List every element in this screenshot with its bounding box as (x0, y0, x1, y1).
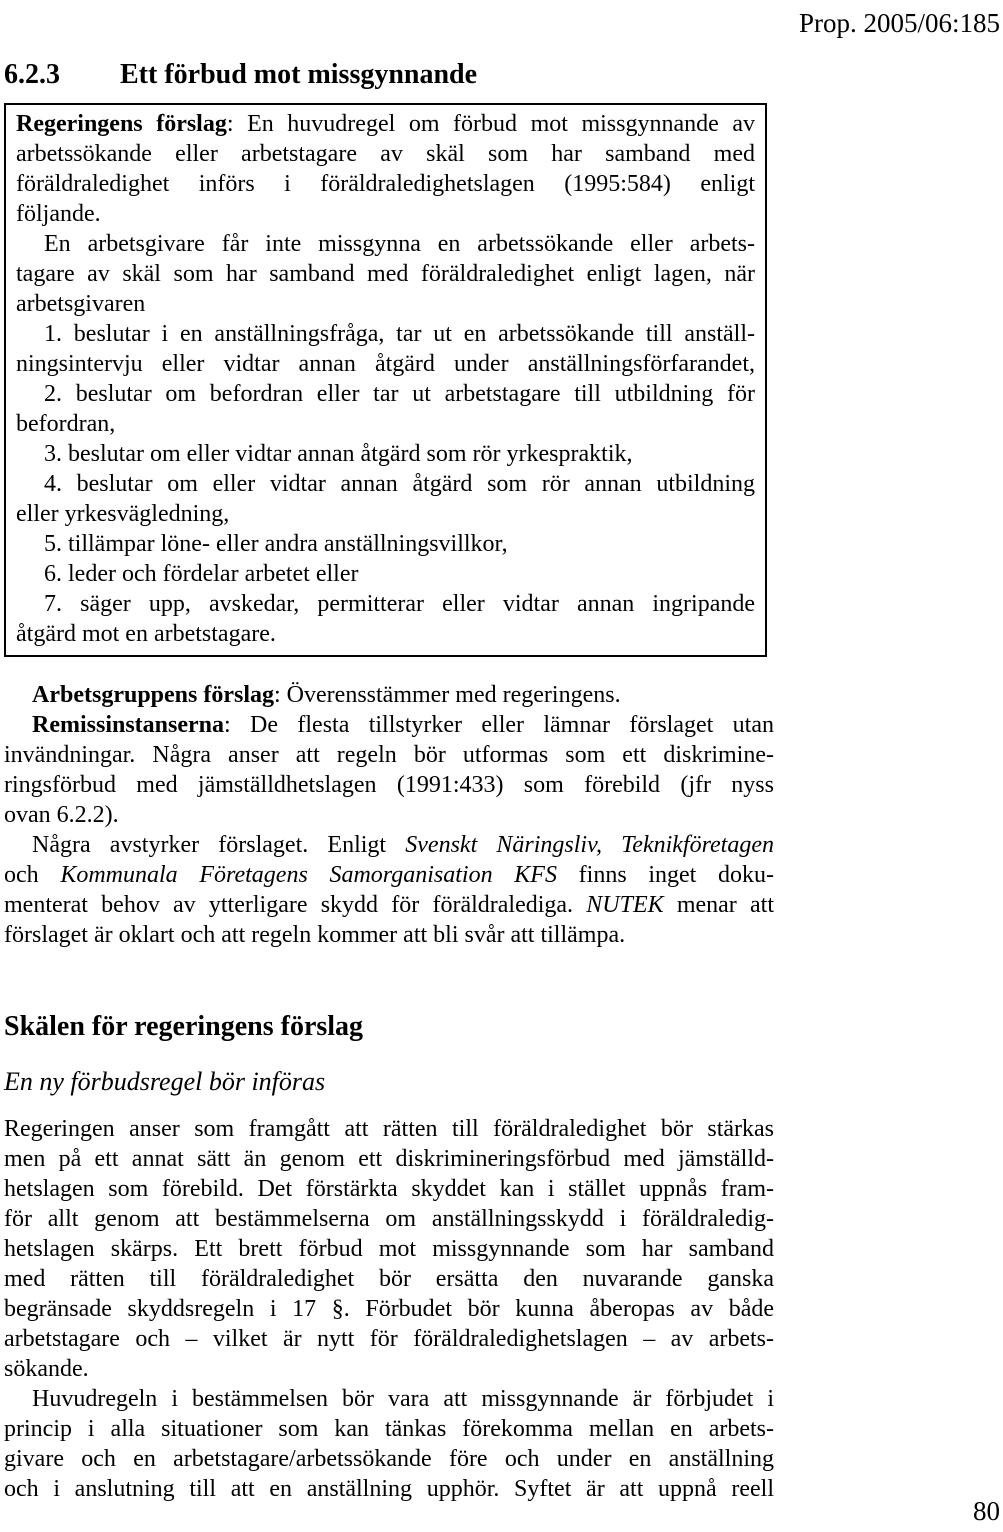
body-line: för allt genom att bestämmelserna om anställningsskydd i föräldraledig- (4, 1206, 774, 1232)
body-line: Regeringen anser som framgått att rätten till föräldraledighet bör stärkas (4, 1116, 774, 1142)
organisation-name: Kommunala Företagens Samorganisation KFS (60, 862, 557, 888)
body-line: begränsade skyddsregeln i 17 §. Förbudet bör kunna åberopas av både (4, 1296, 774, 1322)
box-line: tagare av skäl som har samband med föräldraledighet enligt lagen, när (16, 261, 755, 287)
organisation-name: NUTEK (586, 892, 664, 918)
consultation-section (4, 680, 774, 950)
remiss-line (4, 710, 774, 740)
reasons-body (4, 1114, 774, 1504)
box-list-item-1: 1. beslutar i en anställningsfråga, tar ut en arbetssökande till anställ- (44, 321, 755, 347)
document-reference: Prop. 2005/06:185 (798, 8, 1000, 38)
remiss-line: ovan 6.2.2). (4, 802, 119, 828)
box-line: En arbetsgivare får inte missgynna en arbetssökande eller arbets- (44, 231, 755, 257)
body-line: hetslagen skärps. Ett brett förbud mot missgynnande som har samband (4, 1236, 774, 1262)
remiss-line: ringsförbud med jämställdhetslagen (1991:433) som förebild (jfr nyss (4, 772, 774, 798)
objection-line: och Kommunala Företagens Samorganisation KFS finns inget doku- (4, 862, 775, 888)
remiss-line: invändningar. Några anser att regeln bör utformas som ett diskrimine- (4, 742, 774, 768)
box-line: befordran, (16, 411, 116, 437)
box-line: ningsintervju eller vidtar annan åtgärd under anställningsförfarandet, (16, 351, 755, 377)
box-line: eller yrkesvägledning, (16, 501, 230, 527)
body-line: med rätten till föräldraledighet bör ersätta den nuvarande ganska (4, 1266, 774, 1292)
proposal-lead-label: Regeringens förslag (16, 111, 227, 137)
box-line-text: : En huvudregel om förbud mot missgynnande av (226, 111, 755, 137)
objection-line: menterat behov av ytterligare skydd för föräldralediga. NUTEK menar att (4, 892, 774, 918)
reasons-heading: Skälen för regeringens förslag (4, 1011, 364, 1042)
section-number: 6.2.3 (4, 59, 60, 90)
section-heading (4, 58, 774, 92)
box-line (16, 109, 755, 139)
reasons-subheading: En ny förbudsregel bör införas (4, 1067, 326, 1096)
box-line: föräldraledighet införs i föräldraledighetslagen (1995:584) enligt (16, 171, 755, 197)
organisation-name: Svenskt Näringsliv, Teknikföretagen (405, 832, 775, 858)
box-line: åtgärd mot en arbetstagare. (16, 621, 276, 647)
body-line: och i anslutning till att en anställning upphör. Syftet är att uppnå reell (4, 1476, 774, 1502)
remiss-lead-label: Remissinstanserna (32, 712, 225, 738)
box-list-item-6: 6. leder och fördelar arbetet eller (44, 561, 359, 587)
box-line: arbetssökande eller arbetstagare av skäl som har samband med (16, 141, 755, 167)
working-group-lead-label: Arbetsgruppens förslag (32, 682, 275, 708)
objection-line: Några avstyrker förslaget. Enligt Svenskt Näringsliv, Teknikföretagen (32, 832, 775, 858)
box-list-item-5: 5. tillämpar löne- eller andra anställningsvillkor, (44, 531, 508, 557)
body-line: Huvudregeln i bestämmelsen bör vara att missgynnande är förbjudet i (32, 1386, 774, 1412)
working-group-text: : Överensstämmer med regeringens. (274, 682, 621, 708)
box-line: arbetsgivaren (16, 291, 146, 317)
working-group-proposal-line (4, 680, 774, 710)
page-number: 80 (973, 1496, 1000, 1526)
objection-line: förslaget är oklart och att regeln kommer att bli svår att tillämpa. (4, 922, 626, 948)
section-title: Ett förbud mot missgynnande (120, 59, 478, 90)
government-proposal-box (4, 103, 767, 657)
body-line: arbetstagare och – vilket är nytt för föräldraledighetslagen – av arbets- (4, 1326, 774, 1352)
box-line: följande. (16, 201, 101, 227)
body-line: men på ett annat sätt än genom ett diskrimineringsförbud med jämställd- (4, 1146, 774, 1172)
box-list-item-3: 3. beslutar om eller vidtar annan åtgärd som rör yrkespraktik, (44, 441, 633, 467)
body-line: givare och en arbetstagare/arbetssökande före och under en anställning (4, 1446, 774, 1472)
body-line: hetslagen som förebild. Det förstärkta skyddet kan i stället uppnås fram- (4, 1176, 774, 1202)
remiss-line-text: : De flesta tillstyrker eller lämnar förslaget utan (224, 712, 774, 738)
box-list-item-4: 4. beslutar om eller vidtar annan åtgärd som rör annan utbildning (44, 471, 755, 497)
box-list-item-2: 2. beslutar om befordran eller tar ut arbetstagare till utbildning för (44, 381, 755, 407)
body-line: sökande. (4, 1356, 89, 1382)
body-line: princip i alla situationer som kan tänkas förekomma mellan en arbets- (4, 1416, 774, 1442)
box-list-item-7: 7. säger upp, avskedar, permitterar eller vidtar annan ingripande (44, 591, 755, 617)
